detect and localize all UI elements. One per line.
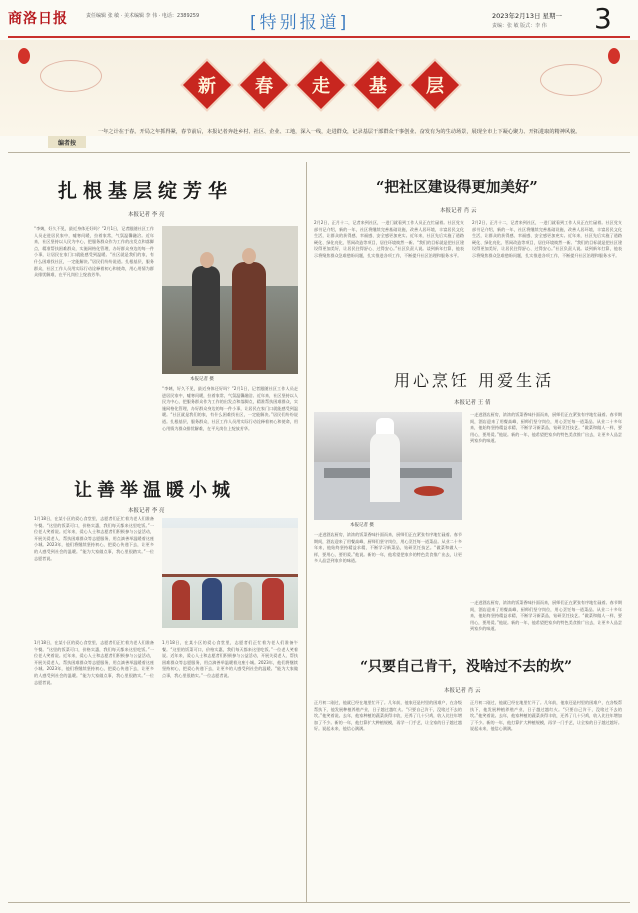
lantern-icon <box>18 48 30 64</box>
article-4-col-1: 一走进酒店厨房，浓浓的饭菜香味扑面而来，厨师们正在紧张有序地忙碌着。春节期间，酒店迎来了用餐高峰，厨师们坚守岗位，用心烹饪每一道菜品。从业二十多年来，他始终坚持精益求精，不断学习新菜品，钻研烹饪技艺。“做菜和做人一样，要用心，要用爱。”他说。新的一年，他希望把家乡的特色美食推广出去，让更多人品尝到家乡的味道。 <box>470 412 622 444</box>
article-4-title: 用心烹饪 用爱生活 <box>394 371 555 390</box>
section-title: [特别报道] <box>250 13 350 33</box>
article-4-photo <box>314 412 462 520</box>
article-1-caption: 本报记者 摄 <box>190 377 214 382</box>
banner-char-1: 新 <box>190 68 224 102</box>
article-5-col-1: 正月初二刚过，他就已经在地里忙开了。几年前，他家还是村里的困难户，在各级帮扶下，他发展种植养殖产业，日子越过越红火。“只要自己肯干，没啥过不去的坎。”他笑着说。去年，他家种植的蔬菜获得丰收，还养了几十只鸡，收入比往年增加了不少。新的一年，他打算扩大种植规模，再学一门手艺，让全家的日子越过越好。说起未来，他信心满满。 <box>314 700 462 732</box>
newspaper-logo: 商洛日报 <box>8 11 68 27</box>
masthead-subline: 责任编辑 张 敏 · 美术编辑 李 伟 · 电话：2389259 <box>86 13 200 19</box>
article-3-col-2: 1月18日，在某小区的爱心食堂里，志愿者们正忙着为老人们准备午餐。“这里的饭菜可口，价格实惠，我们每天都来这里吃饭。”一位老人笑着说。近年来，爱心人士和志愿者们积极参与公益活动，开展关爱老人、帮扶困难群众等志愿服务，用点滴善举温暖着这座小城。2023年，他们将继续坚持初心，把爱心传递下去，让更多的人感受到社会的温暖。“能为大家做点事，我心里很踏实。”一位志愿者说。 <box>34 640 154 685</box>
article-3-byline: 本报记者 李 亮 <box>128 508 165 514</box>
article-4-col-3: 一走进酒店厨房，浓浓的饭菜香味扑面而来，厨师们正在紧张有序地忙碌着。春节期间，酒店迎来了用餐高峰，厨师们坚守岗位，用心烹饪每一道菜品。从业二十多年来，他始终坚持精益求精，不断学习新菜品，钻研烹饪技艺。“做菜和做人一样，要用心，要用爱。”他说。新的一年，他希望把家乡的特色美食推广出去，让更多人品尝到家乡的味道。 <box>470 600 622 632</box>
article-2-col-2: 2月2日，正月十二，记者来到社区，一进门就看到工作人员正在忙碌着。社区党支部书记介绍，新的一年，社区将继续完善基础设施，改善人居环境，丰富居民文化生活，让群众的获得感、幸福感、安全感更加充实。近年来，社区先后实施了道路硬化、绿化亮化、管网改造等项目，居住环境焕然一新。“我们的目标就是把社区建设得更加美好，让居民住得舒心、过得安心。”社区负责人说。谈到新年打算，他表示将聚焦群众急难愁盼问题，扎实推进各项工作，不断提升社区治理和服务水平。 <box>472 220 622 258</box>
page-number: 3 <box>594 2 612 35</box>
banner-char-3: 走 <box>304 68 338 102</box>
lantern-icon <box>608 48 620 64</box>
banner-char-5: 层 <box>418 68 452 102</box>
divider <box>8 152 630 153</box>
article-1-photo <box>162 226 298 374</box>
article-5-byline: 本报记者 肖 云 <box>444 688 481 694</box>
article-2-title: “把社区建设得更加美好” <box>376 179 538 196</box>
article-4-caption: 本报记者 摄 <box>350 523 374 528</box>
masthead <box>0 0 638 36</box>
article-2-col-1: 2月2日，正月十二，记者来到社区，一进门就看到工作人员正在忙碌着。社区党支部书记介绍，新的一年，社区将继续完善基础设施，改善人居环境，丰富居民文化生活，让群众的获得感、幸福感、安全感更加充实。近年来，社区先后实施了道路硬化、绿化亮化、管网改造等项目，居住环境焕然一新。“我们的目标就是把社区建设得更加美好，让居民住得舒心、过得安心。”社区负责人说。谈到新年打算，他表示将聚焦群众急难愁盼问题，扎实推进各项工作，不断提升社区治理和服务水平。 <box>314 220 464 258</box>
cloud-ornament <box>540 64 602 96</box>
bottom-rule <box>8 902 630 903</box>
editor-note-label: 编者按 <box>48 136 86 148</box>
article-2-byline: 本报记者 肖 云 <box>440 208 477 214</box>
column-divider <box>306 162 307 902</box>
article-1-col-2: “李姨，好久不见，最近身体还好吗？”2月1日，记者跟随社区工作人员走进居民家中，嘘寒问暖，拉着家常，气氛温馨融洽。近年来，社区坚持以人民为中心，把服务群众作为工作的出发点和落脚点，精准帮扶困难群众，实施网格化管理，办好群众身边的每一件小事，让居民在家门口就能感受到温暖。“社区就是我们的家，有什么困难找社区，一定能解决。”居民们纷纷说道。扎根基层，服务群众，社区工作人员用实际行动诠释着初心和使命，用心用情为群众排忧解难，在平凡岗位上绽放芳华。 <box>162 386 298 431</box>
article-4-byline: 本报记者 王 倩 <box>454 400 491 406</box>
article-3-title: 让善举温暖小城 <box>74 480 235 501</box>
article-1-col-1: “李姨，好久不见，最近身体还好吗？”2月1日，记者跟随社区工作人员走进居民家中，嘘寒问暖，拉着家常，气氛温馨融洽。近年来，社区坚持以人民为中心，把服务群众作为工作的出发点和落脚点，精准帮扶困难群众，实施网格化管理，办好群众身边的每一件小事，让居民在家门口就能感受到温暖。“社区就是我们的家，有什么困难找社区，一定能解决。”居民们纷纷说道。扎根基层，服务群众，社区工作人员用实际行动诠释着初心和使命，用心用情为群众排忧解难，在平凡岗位上绽放芳华。 <box>34 226 154 278</box>
article-1-title: 扎根基层绽芳华 <box>58 180 234 202</box>
feature-banner <box>0 40 638 136</box>
article-4-col-2: 一走进酒店厨房，浓浓的饭菜香味扑面而来，厨师们正在紧张有序地忙碌着。春节期间，酒店迎来了用餐高峰，厨师们坚守岗位，用心烹饪每一道菜品。从业二十多年来，他始终坚持精益求精，不断学习新菜品，钻研烹饪技艺。“做菜和做人一样，要用心，要用爱。”他说。新的一年，他希望把家乡的特色美食推广出去，让更多人品尝到家乡的味道。 <box>314 532 462 564</box>
banner-char-2: 春 <box>247 68 281 102</box>
issue-date: 2023年2月13日 星期一 <box>492 12 563 20</box>
masthead-rule <box>8 36 630 38</box>
article-5-title: “只要自己肯干，没啥过不去的坎” <box>360 659 573 675</box>
article-1-byline: 本报记者 李 亮 <box>128 212 165 218</box>
article-3-col-1: 1月18日，在某小区的爱心食堂里，志愿者们正忙着为老人们准备午餐。“这里的饭菜可口，价格实惠，我们每天都来这里吃饭。”一位老人笑着说。近年来，爱心人士和志愿者们积极参与公益活动，开展关爱老人、帮扶困难群众等志愿服务，用点滴善举温暖着这座小城。2023年，他们将继续坚持初心，把爱心传递下去，让更多的人感受到社会的温暖。“能为大家做点事，我心里很踏实。”一位志愿者说。 <box>34 516 154 561</box>
cloud-ornament <box>40 60 102 92</box>
editor-note-text: 一年之计在于春。开局之年抓得紧，春节前后，本报记者奔赴乡村、社区、企业、工地，深入一线，走进群众，记录基层干部群众干事创业、奋发有为的生动场景，展现全市上下凝心聚力、开拓进取的精神风貌。 <box>98 129 581 135</box>
issue-credits: 责编：张 敏 版式：李 伟 <box>492 23 547 29</box>
article-3-photo <box>162 518 298 628</box>
article-5-col-2: 正月初二刚过，他就已经在地里忙开了。几年前，他家还是村里的困难户，在各级帮扶下，他发展种植养殖产业，日子越过越红火。“只要自己肯干，没啥过不去的坎。”他笑着说。去年，他家种植的蔬菜获得丰收，还养了几十只鸡，收入比往年增加了不少。新的一年，他打算扩大种植规模，再学一门手艺，让全家的日子越过越好。说起未来，他信心满满。 <box>470 700 622 732</box>
banner-char-4: 基 <box>361 68 395 102</box>
article-3-col-3: 1月18日，在某小区的爱心食堂里，志愿者们正忙着为老人们准备午餐。“这里的饭菜可口，价格实惠，我们每天都来这里吃饭。”一位老人笑着说。近年来，爱心人士和志愿者们积极参与公益活动，开展关爱老人、帮扶困难群众等志愿服务，用点滴善举温暖着这座小城。2023年，他们将继续坚持初心，把爱心传递下去，让更多的人感受到社会的温暖。“能为大家做点事，我心里很踏实。”一位志愿者说。 <box>162 640 298 678</box>
